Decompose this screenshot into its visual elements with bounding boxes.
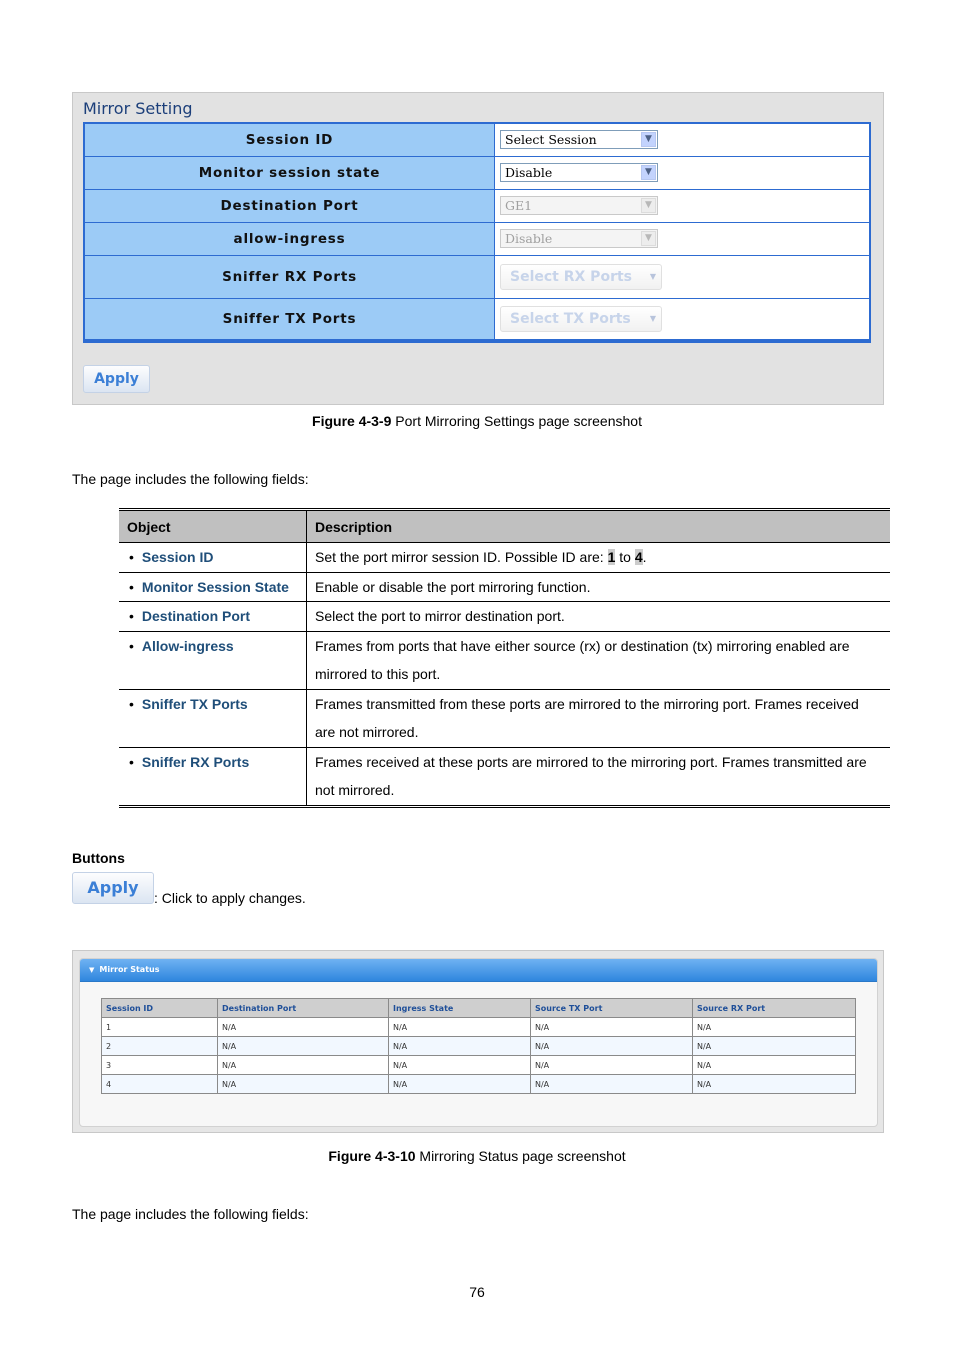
description: Frames from ports that have either source (rx) or destination (tx) mirroring enabled are mirrored to this port. (307, 631, 891, 689)
apply-description: : Click to apply changes. (154, 890, 306, 906)
destination-port-select (500, 196, 658, 215)
mirror-setting-title: Mirror Setting (83, 99, 193, 118)
row-session-id (84, 123, 870, 156)
sniffer-tx-ports-placeholder: Select TX Ports (510, 310, 631, 327)
buttons-heading: Buttons (72, 850, 125, 866)
mirror-setting-table (83, 122, 871, 343)
table-row: 3 N/A N/A N/A N/A (102, 1056, 856, 1075)
figure-4-3-10-caption (0, 1148, 954, 1164)
chevron-down-icon: ▼ (641, 132, 656, 147)
monitor-session-state-select[interactable] (500, 163, 658, 182)
table-row: 4 N/A N/A N/A N/A (102, 1075, 856, 1094)
chevron-down-icon: ▼ (641, 198, 656, 213)
table-row: • Destination Port Select the port to mirror destination port. (119, 602, 890, 632)
caret-down-icon: ▼ (649, 313, 656, 323)
table-row: • Sniffer RX Ports Frames received at these ports are mirrored to the mirroring port. Frames transmitted are not mirrored. (119, 747, 890, 806)
session-id-select[interactable] (500, 130, 658, 149)
sniffer-rx-ports-multiselect (500, 264, 662, 290)
col-header-source-tx-port: Source TX Port (531, 999, 693, 1018)
description: Enable or disable the port mirroring function. (307, 572, 891, 602)
description: Set the port mirror session ID. Possible ID are: 1 to 4. (307, 543, 891, 573)
sniffer-rx-ports-placeholder: Select RX Ports (510, 268, 632, 285)
allow-ingress-select (500, 229, 658, 248)
object-name: Session ID (141, 549, 214, 565)
apply-button-sample[interactable]: Apply (72, 872, 154, 904)
monitor-session-state-label: Monitor session state (84, 156, 495, 189)
col-header-source-rx-port: Source RX Port (693, 999, 856, 1018)
mirror-setting-screenshot (72, 92, 884, 405)
mirror-status-title: Mirror Status (99, 965, 160, 974)
row-monitor-session-state (84, 156, 870, 189)
row-allow-ingress (84, 222, 870, 255)
mirror-status-header[interactable] (80, 959, 877, 982)
page-number: 76 (469, 1284, 485, 1300)
table-row: • Sniffer TX Ports Frames transmitted from these ports are mirrored to the mirroring port. Frames received are not mirrored. (119, 689, 890, 747)
table-row: • Allow-ingress Frames from ports that have either source (rx) or destination (tx) mirroring enabled are mirrored to this port. (119, 631, 890, 689)
mirror-status-table (101, 998, 856, 1094)
collapse-arrow-icon: ▼ (89, 966, 95, 974)
intro-text: The page includes the following fields: (72, 1206, 309, 1222)
session-id-label: Session ID (84, 123, 495, 156)
mirror-status-screenshot (72, 950, 884, 1133)
description: Frames transmitted from these ports are mirrored to the mirroring port. Frames received are not mirrored. (307, 689, 891, 747)
description: Frames received at these ports are mirrored to the mirroring port. Frames transmitted are not mirrored. (307, 747, 891, 806)
object-name: Allow-ingress (141, 637, 234, 654)
col-header-description: Description (307, 510, 891, 543)
sniffer-rx-ports-label: Sniffer RX Ports (84, 255, 495, 298)
mirror-status-panel (79, 958, 878, 1127)
col-header-object: Object (119, 510, 307, 543)
chevron-down-icon: ▼ (641, 231, 656, 246)
figure-label: Figure 4-3-9 (312, 413, 392, 429)
figure-text: Mirroring Status page screenshot (415, 1148, 626, 1164)
table-row: • Session ID Set the port mirror session ID. Possible ID are: 1 to 4. (119, 543, 890, 573)
destination-port-label: Destination Port (84, 189, 495, 222)
allow-ingress-label: allow-ingress (84, 222, 495, 255)
apply-button[interactable]: Apply (83, 365, 150, 393)
allow-ingress-value: Disable (505, 231, 553, 246)
sniffer-tx-ports-multiselect (500, 306, 662, 332)
description: Select the port to mirror destination port. (307, 602, 891, 632)
figure-label: Figure 4-3-10 (328, 1148, 416, 1164)
intro-text: The page includes the following fields: (72, 471, 309, 487)
row-sniffer-tx-ports (84, 298, 870, 341)
object-name: Destination Port (141, 608, 251, 624)
session-id-select-value: Select Session (505, 132, 597, 148)
monitor-session-state-value: Disable (505, 165, 553, 180)
object-name: Sniffer RX Ports (141, 753, 250, 770)
figure-text: Port Mirroring Settings page screenshot (391, 413, 642, 429)
table-row: 1 N/A N/A N/A N/A (102, 1018, 856, 1037)
col-header-destination-port: Destination Port (218, 999, 389, 1018)
table-row: 2 N/A N/A N/A N/A (102, 1037, 856, 1056)
object-name: Monitor Session State (141, 578, 289, 595)
col-header-ingress-state: Ingress State (389, 999, 531, 1018)
chevron-down-icon: ▼ (641, 165, 656, 180)
object-name: Sniffer TX Ports (141, 695, 248, 712)
col-header-session-id: Session ID (102, 999, 218, 1018)
sniffer-tx-ports-label: Sniffer TX Ports (84, 298, 495, 341)
destination-port-value: GE1 (505, 198, 533, 213)
figure-4-3-9-caption (0, 413, 954, 429)
row-sniffer-rx-ports (84, 255, 870, 298)
table-row: • Monitor Session State Enable or disable the port mirroring function. (119, 572, 890, 602)
row-destination-port (84, 189, 870, 222)
caret-down-icon: ▼ (649, 271, 656, 281)
fields-table (119, 508, 890, 808)
